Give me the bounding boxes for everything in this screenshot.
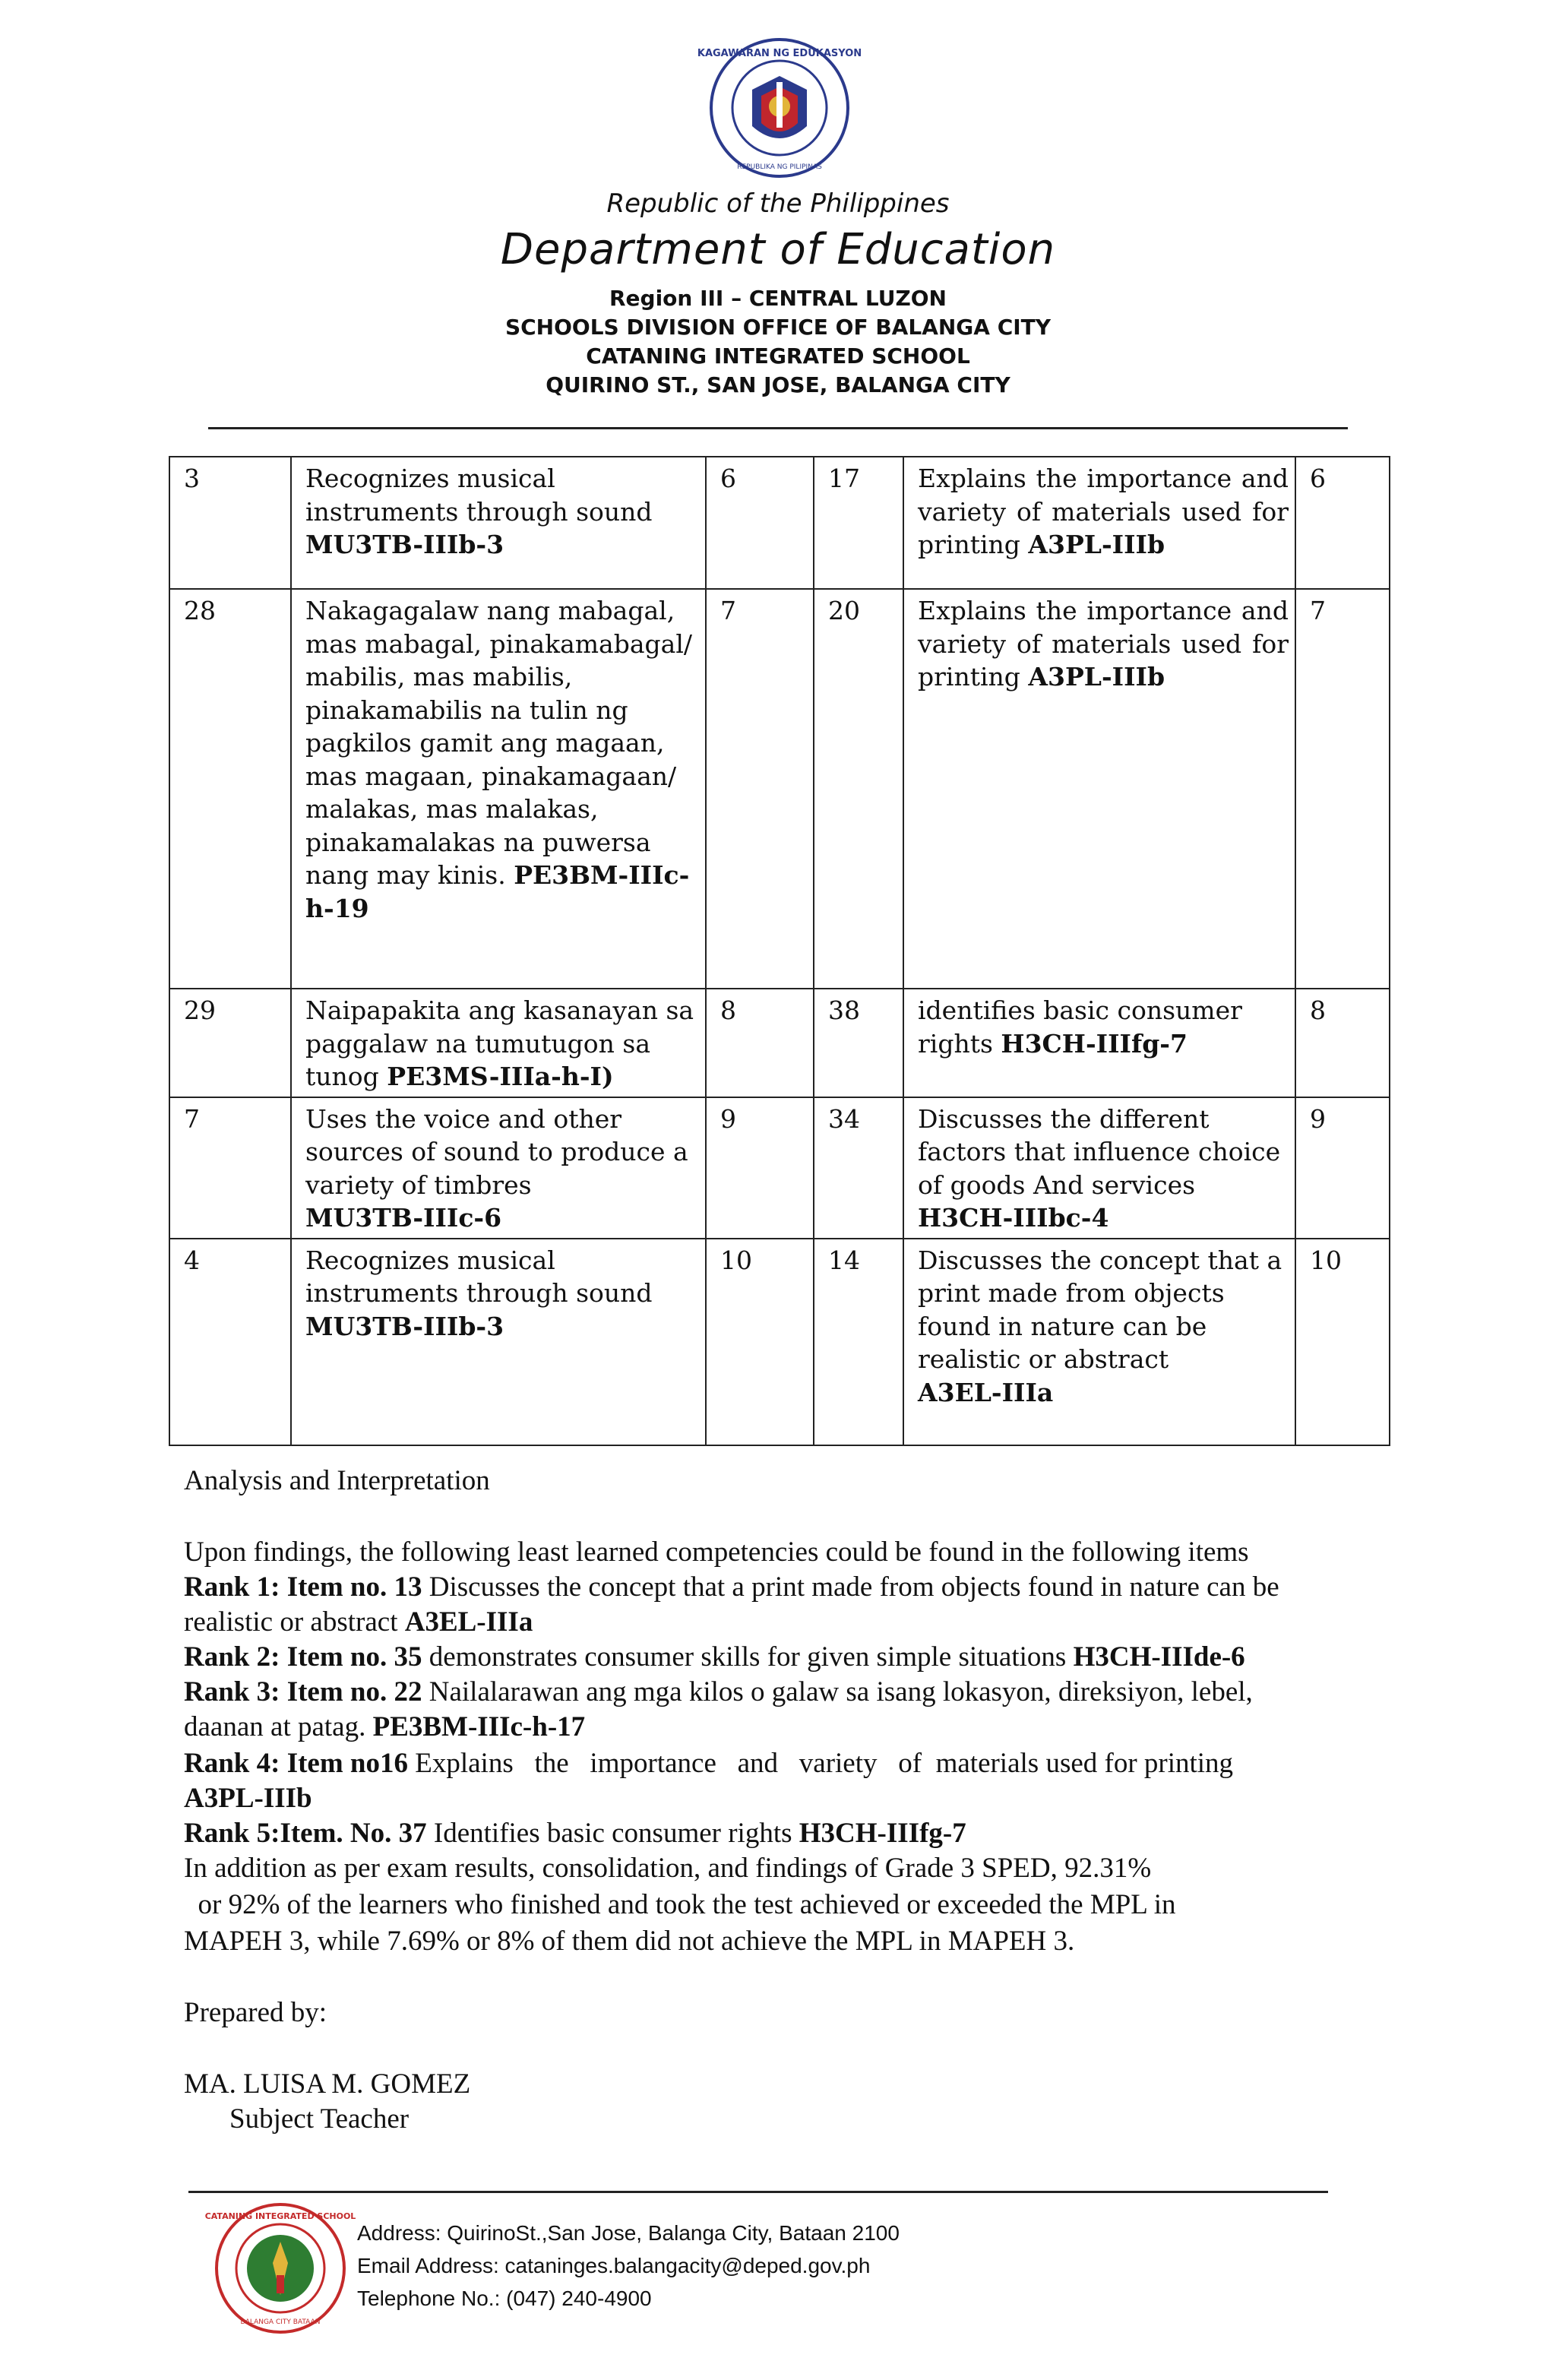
rank-number: 10 <box>1295 1239 1390 1445</box>
competency-code: PE3MS-IIIa-h-I) <box>387 1062 614 1091</box>
republic-heading: Republic of the Philippines <box>606 188 950 219</box>
competency-text: Recognizes musical instruments through sound <box>305 1245 653 1308</box>
footer-phone: Telephone No.: (047) 240-4900 <box>357 2287 652 2310</box>
competency-text: Naipapakita ang kasanayan sa paggalaw na tumutugon sa tunog <box>305 995 694 1091</box>
item-number: 3 <box>169 457 291 589</box>
rank-number: 7 <box>1295 589 1390 989</box>
rank-number: 6 <box>1295 457 1390 589</box>
seal-text-bottom: REPUBLIKA NG PILIPINAS <box>737 163 822 171</box>
signatory-name: MA. LUISA M. GOMEZ <box>184 2068 471 2100</box>
logo-text: CATANING INTEGRATED SCHOOL <box>204 2211 356 2221</box>
rank-3-line <box>184 1675 1253 1710</box>
rank-4-text: Explains the importance and variety of materials used for printing <box>408 1748 1234 1779</box>
competency-text: identifies basic consumer rights <box>918 995 1242 1059</box>
competency-text: Recognizes musical instruments through sound <box>305 464 653 527</box>
rank-2-text: demonstrates consumer skills for given simple situations <box>422 1641 1074 1673</box>
item-number: 38 <box>814 989 903 1097</box>
competency-cell <box>291 989 706 1097</box>
competency-text: Explains the importance and variety of materials used for printing <box>918 596 1289 692</box>
competency-code: H3CH-IIIbc-4 <box>918 1203 1109 1233</box>
division-line: SCHOOLS DIVISION OFFICE OF BALANGA CITY <box>504 315 1052 340</box>
rank-5-label: Rank 5:Item. No. 37 <box>184 1818 427 1849</box>
department-heading: Department of Education <box>500 225 1056 274</box>
rank-2-code: H3CH-IIIde-6 <box>1073 1641 1245 1673</box>
competency-text: Uses the voice and other sources of sound to produce a variety of timbres <box>305 1103 688 1200</box>
rank-4-label: Rank 4: Item no16 <box>184 1748 408 1779</box>
competency-cell <box>291 457 706 589</box>
table-row <box>169 989 1390 1097</box>
footer-email: Email Address: cataninges.balangacity@deped.gov.ph <box>357 2254 871 2277</box>
header-divider <box>208 427 1348 429</box>
competency-code: A3PL-IIIb <box>1028 530 1165 559</box>
deped-seal-logo <box>697 36 862 179</box>
prepared-by-label: Prepared by: <box>184 1997 327 2028</box>
table-row <box>169 457 1390 589</box>
competency-code: A3EL-IIIa <box>918 1377 1054 1407</box>
item-number: 4 <box>169 1239 291 1445</box>
competency-cell <box>903 1097 1295 1239</box>
competency-code: MU3TB-IIIb-3 <box>305 1311 504 1341</box>
summary-line-3: MAPEH 3, while 7.69% or 8% of them did not achieve the MPL in MAPEH 3. <box>184 1926 1075 1957</box>
item-number: 17 <box>814 457 903 589</box>
competency-cell <box>903 1239 1295 1445</box>
analysis-intro: Upon findings, the following least learned competencies could be found in the following items <box>184 1537 1249 1568</box>
analysis-heading: Analysis and Interpretation <box>184 1465 490 1496</box>
competency-cell <box>903 457 1295 589</box>
competency-text: Explains the importance and variety of materials used for printing <box>918 464 1289 559</box>
rank-3-line-2 <box>184 1710 585 1745</box>
item-number: 20 <box>814 589 903 989</box>
rank-1-text-2: realistic or abstract <box>184 1606 405 1638</box>
address-line: QUIRINO ST., SAN JOSE, BALANGA CITY <box>546 372 1010 397</box>
rank-4-code: A3PL-IIIb <box>184 1783 312 1814</box>
competency-cell <box>291 589 706 989</box>
item-number: 34 <box>814 1097 903 1239</box>
item-number: 7 <box>169 1097 291 1239</box>
rank-number: 8 <box>706 989 814 1097</box>
competency-code: H3CH-IIIfg-7 <box>1001 1028 1188 1059</box>
summary-line-2: or 92% of the learners who finished and took the test achieved or exceeded the MPL in <box>184 1889 1176 1920</box>
rank-number: 6 <box>706 457 814 589</box>
competency-table <box>169 456 1390 1446</box>
rank-4-line <box>184 1746 1233 1781</box>
rank-number: 9 <box>1295 1097 1390 1239</box>
rank-number: 10 <box>706 1239 814 1445</box>
region-line: Region III – CENTRAL LUZON <box>609 286 947 311</box>
rank-4-line-2 <box>184 1781 312 1816</box>
competency-text: Discusses the different factors that influence choice of goods And services <box>918 1103 1281 1200</box>
rank-1-line <box>184 1570 1279 1605</box>
item-number: 14 <box>814 1239 903 1445</box>
school-logo <box>204 2202 356 2334</box>
rank-3-label: Rank 3: Item no. 22 <box>184 1676 422 1707</box>
competency-cell <box>291 1239 706 1445</box>
competency-text: Nakagagalaw nang mabagal, mas mabagal, pinakamabagal/ mabilis, mas mabilis, pinakamabilis na tulin ng pagkilos gamit ang magaan, mas magaan, pinakamagaan/ malakas, mas malakas, pinakamalakas na puwersa nang may kinis. <box>305 596 693 890</box>
competency-code: PE3BM-IIIc-h-19 <box>305 860 690 923</box>
rank-3-code: PE3BM-IIIc-h-17 <box>372 1711 586 1742</box>
rank-5-text: Identifies basic consumer rights <box>426 1818 799 1849</box>
competency-cell <box>903 989 1295 1097</box>
rank-3-text: Nailalarawan ang mga kilos o galaw sa isang lokasyon, direksiyon, lebel, <box>422 1676 1253 1707</box>
rank-5-code: H3CH-IIIfg-7 <box>799 1818 966 1849</box>
rank-1-label: Rank 1: Item no. 13 <box>184 1571 422 1603</box>
seal-text-top: KAGAWARAN NG EDUKASYON <box>697 48 862 59</box>
rank-1-text: Discusses the concept that a print made from objects found in nature can be <box>422 1571 1279 1603</box>
rank-3-text-2: daanan at patag. <box>184 1711 373 1742</box>
competency-cell <box>291 1097 706 1239</box>
rank-5-line <box>184 1816 966 1851</box>
item-number: 29 <box>169 989 291 1097</box>
table-row <box>169 1097 1390 1239</box>
rank-1-code: A3EL-IIIa <box>404 1606 533 1638</box>
footer-divider <box>188 2191 1328 2193</box>
rank-2-label: Rank 2: Item no. 35 <box>184 1641 422 1673</box>
rank-number: 7 <box>706 589 814 989</box>
competency-cell <box>903 589 1295 989</box>
rank-number: 8 <box>1295 989 1390 1097</box>
rank-number: 9 <box>706 1097 814 1239</box>
summary-line-1: In addition as per exam results, consolidation, and findings of Grade 3 SPED, 92.31% <box>184 1853 1152 1884</box>
signatory-title: Subject Teacher <box>229 2103 410 2135</box>
logo-subtext: BALANGA CITY BATAAN <box>240 2318 321 2326</box>
rank-1-line-2 <box>184 1605 533 1640</box>
competency-code: A3PL-IIIb <box>1028 662 1165 692</box>
table-row <box>169 1239 1390 1445</box>
item-number: 28 <box>169 589 291 989</box>
table-row <box>169 589 1390 989</box>
footer-address: Address: QuirinoSt.,San Jose, Balanga City, Bataan 2100 <box>357 2221 900 2245</box>
competency-text: Discusses the concept that a print made from objects found in nature can be realistic or abstract <box>918 1245 1282 1374</box>
competency-code: MU3TB-IIIb-3 <box>305 530 504 559</box>
competency-code: MU3TB-IIIc-6 <box>305 1203 502 1233</box>
school-line: CATANING INTEGRATED SCHOOL <box>586 343 970 369</box>
rank-2-line <box>184 1640 1245 1675</box>
